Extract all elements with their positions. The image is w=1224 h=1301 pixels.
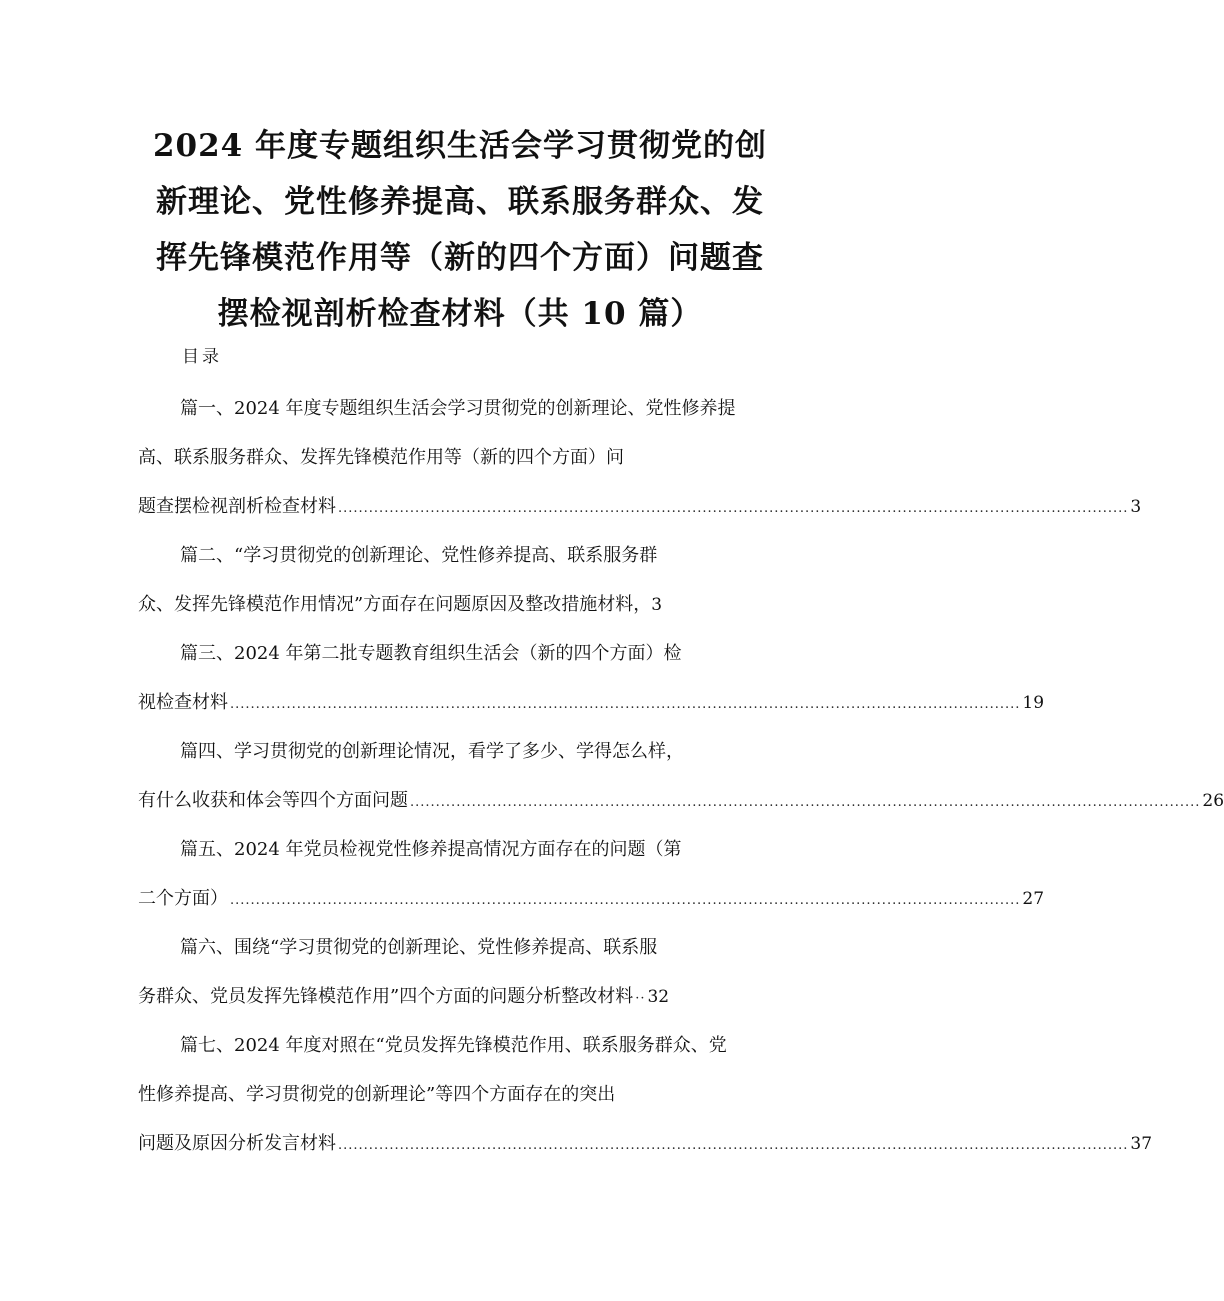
leader-dots: .......................................................................................................................................................... [338,501,1129,516]
toc-page-number: 19 [1022,693,1045,713]
title-line: 挥先锋模范作用等（新的四个方面）问题查 [156,240,764,276]
leader-dots: .......................................................................................................................................................... [338,1138,1129,1153]
toc-entry-1-line-2: 高、联系服务群众、发挥先锋模范作用等（新的四个方面）问 [138,447,624,468]
toc-entry-2-line-2: 众、发挥先锋模范作用情况”方面存在问题原因及整改措施材料， 3 [138,591,770,619]
toc-entry-7-line-2: 性修养提高、学习贯彻党的创新理论”等四个方面存在的突出 [138,1084,616,1105]
toc-heading: 目录 [182,347,222,367]
toc-entry-2-line-1: 篇二、“学习贯彻党的创新理论、党性修养提高、联系服务群 [180,545,658,566]
toc-entry-4-line-2: 有什么收获和体会等四个方面问题 .......................................................................................................................................................... 26 [138,787,770,815]
leader-dots: .......................................................................................................................................................... [230,697,1021,712]
toc-entry-6-line-1: 篇六、围绕“学习贯彻党的创新理论、党性修养提高、联系服 [180,937,658,958]
toc-entry-1-line-3: 题查摆检视剖析检查材料 .......................................................................................................................................................... 3 [138,493,770,521]
document-title [130,118,790,342]
toc-page-number: 26 [1202,791,1224,811]
toc-entry-3-line-2: 视检查材料 .......................................................................................................................................................... 19 [138,689,770,717]
toc-entry-1-line-1: 篇一、2024 年度专题组织生活会学习贯彻党的创新理论、党性修养提 [180,398,736,419]
toc-entry-6-line-2: 务群众、党员发挥先锋模范作用”四个方面的问题分析整改材料 ·· 32 [138,983,770,1011]
toc-entry-4-line-1: 篇四、学习贯彻党的创新理论情况，看学了多少、学得怎么样， [180,741,684,762]
title-line: 摆检视剖析检查材料（共 10 篇） [217,296,703,332]
toc-entry-5-line-2: 二个方面） .......................................................................................................................................................... 27 [138,885,770,913]
toc-page-number: 32 [647,987,670,1007]
toc-entry-5-line-1: 篇五、2024 年党员检视党性修养提高情况方面存在的问题（第 [180,839,682,860]
toc-page-number: 3 [1130,497,1142,517]
leader-dots: .......................................................................................................................................................... [410,795,1201,810]
title-line: 2024 年度专题组织生活会学习贯彻党的创 [152,128,768,164]
leader-dots: .......................................................................................................................................................... [230,893,1021,908]
leader-dots: ·· [635,991,646,1006]
toc-page-number: 3 [651,595,663,615]
toc-entry-7-line-3: 问题及原因分析发言材料 .......................................................................................................................................................... 37 [138,1130,770,1158]
toc-entry-3-line-1: 篇三、2024 年第二批专题教育组织生活会（新的四个方面）检 [180,643,682,664]
toc-page-number: 27 [1022,889,1045,909]
title-line: 新理论、党性修养提高、联系服务群众、发 [156,184,764,220]
toc-entry-7-line-1: 篇七、2024 年度对照在“党员发挥先锋模范作用、联系服务群众、党 [180,1035,727,1056]
toc-page-number: 37 [1130,1134,1153,1154]
